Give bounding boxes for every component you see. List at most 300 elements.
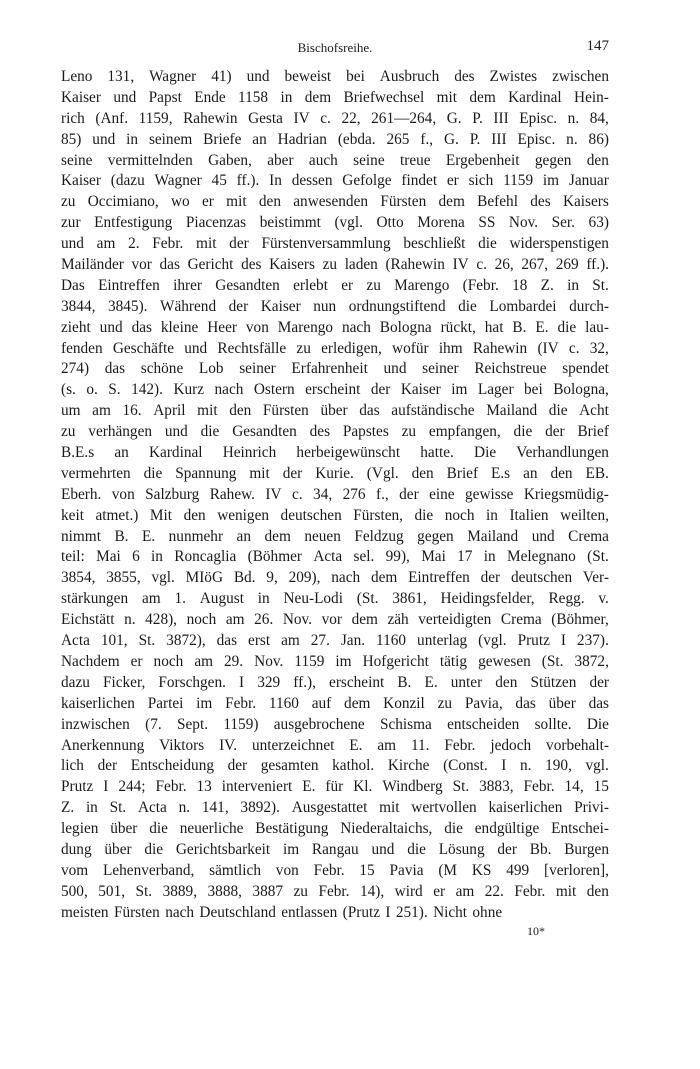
word: das bbox=[359, 402, 380, 420]
word: nach bbox=[214, 381, 244, 399]
word: Fürstenversammlung bbox=[261, 235, 391, 253]
word: Crema bbox=[500, 611, 542, 629]
word: der bbox=[497, 840, 517, 858]
word: Papstes bbox=[342, 423, 389, 441]
word: seinem bbox=[148, 130, 193, 148]
word: mit bbox=[197, 402, 218, 420]
word: meisten bbox=[61, 903, 109, 921]
word: verteidigten bbox=[418, 611, 492, 629]
word: I bbox=[560, 632, 566, 650]
word: den bbox=[258, 193, 281, 211]
text-line bbox=[61, 840, 609, 861]
word: am bbox=[141, 590, 161, 608]
word: 1160 bbox=[268, 694, 299, 712]
word: der bbox=[228, 297, 249, 315]
word: in bbox=[280, 88, 293, 106]
word: Gefolge bbox=[342, 172, 392, 190]
word: (IV bbox=[537, 339, 559, 357]
word: am bbox=[377, 736, 397, 754]
word: an bbox=[252, 130, 267, 148]
word: beistimmt bbox=[259, 214, 321, 232]
word: 1159 bbox=[294, 652, 325, 670]
word: vgl. bbox=[151, 569, 175, 587]
word: Prutz bbox=[517, 632, 550, 650]
word: 14, bbox=[564, 778, 584, 796]
word: eine bbox=[429, 485, 455, 503]
word: mit bbox=[555, 882, 577, 900]
text-line bbox=[61, 485, 609, 506]
word: Fürsten bbox=[262, 402, 309, 420]
page-number: 147 bbox=[586, 38, 609, 54]
word: Neu-Lodi bbox=[283, 590, 343, 608]
word: in bbox=[257, 590, 270, 608]
word: zieht bbox=[61, 318, 91, 336]
word: Febr. bbox=[444, 736, 476, 754]
text-line bbox=[61, 380, 609, 401]
word: über bbox=[110, 820, 138, 838]
word: Mit bbox=[149, 506, 173, 524]
word: mit bbox=[379, 799, 400, 817]
word: schöne bbox=[140, 360, 184, 378]
text-line bbox=[61, 109, 609, 130]
word: 1159) bbox=[223, 715, 259, 733]
word: 500, bbox=[61, 882, 88, 900]
body-text bbox=[61, 67, 609, 924]
word: lich bbox=[61, 757, 84, 775]
text-line bbox=[61, 798, 609, 819]
text-line bbox=[61, 568, 609, 589]
word: f., bbox=[375, 485, 389, 503]
word: Jan. bbox=[340, 632, 366, 650]
word: Befehl bbox=[477, 193, 518, 211]
word: Rechtsfälle bbox=[217, 339, 287, 357]
word: seiner bbox=[239, 360, 276, 378]
word: das bbox=[588, 694, 609, 712]
word: 26, bbox=[494, 256, 514, 274]
word: c. bbox=[568, 339, 580, 357]
word: ohne bbox=[472, 903, 503, 921]
word: der bbox=[480, 569, 501, 587]
word: I bbox=[239, 673, 245, 691]
text-line bbox=[61, 171, 609, 192]
word: zäh bbox=[387, 611, 409, 629]
word: nach bbox=[341, 318, 371, 336]
word: die bbox=[200, 423, 220, 441]
text-line bbox=[61, 610, 609, 631]
text-line bbox=[61, 652, 609, 673]
word: durch- bbox=[569, 297, 609, 315]
word: die bbox=[444, 820, 463, 838]
word: Febr. bbox=[523, 778, 555, 796]
word: seine bbox=[353, 151, 385, 169]
word: Marengo bbox=[394, 276, 450, 294]
word: Occimiano, bbox=[87, 193, 159, 211]
word: die bbox=[478, 235, 497, 253]
word: am bbox=[455, 882, 475, 900]
word: 15 bbox=[359, 861, 375, 879]
word: auch bbox=[308, 151, 338, 169]
word: Ausgestattet bbox=[291, 799, 368, 817]
word: Gericht bbox=[187, 256, 234, 274]
word: 1159 bbox=[503, 172, 534, 190]
word: noch bbox=[186, 611, 217, 629]
text-line bbox=[61, 861, 609, 882]
word: ihm bbox=[438, 339, 463, 357]
word: er bbox=[201, 193, 214, 211]
word: P. bbox=[472, 109, 483, 127]
word: 428), bbox=[145, 611, 178, 629]
word: Entscheidung bbox=[130, 757, 214, 775]
word: 27. bbox=[310, 632, 330, 650]
word: fenden bbox=[61, 339, 103, 357]
word: (Rahewin bbox=[385, 256, 445, 274]
word: Viktors bbox=[159, 736, 205, 754]
word: in bbox=[126, 130, 139, 148]
word: 18 bbox=[512, 276, 528, 294]
word: Salzburg bbox=[145, 485, 200, 503]
word: April bbox=[153, 402, 186, 420]
word: Entfestigung bbox=[94, 214, 173, 232]
word: kaiserlichen bbox=[488, 799, 563, 817]
book-page bbox=[61, 36, 609, 944]
word: wertvollen bbox=[411, 799, 477, 817]
page-header bbox=[61, 36, 609, 60]
word: n. bbox=[178, 799, 191, 817]
word: Fürsten bbox=[380, 193, 427, 211]
word: 499 bbox=[506, 861, 530, 879]
word: Partei bbox=[147, 694, 184, 712]
word: E. bbox=[141, 527, 156, 545]
word: (Prutz bbox=[342, 903, 381, 921]
text-line bbox=[61, 631, 609, 652]
word: Mai bbox=[96, 548, 121, 566]
word: Windberg bbox=[382, 778, 443, 796]
word: dem bbox=[344, 694, 371, 712]
word: Brief bbox=[577, 423, 609, 441]
word: legien bbox=[61, 820, 99, 838]
word: Wagner bbox=[154, 172, 202, 190]
word: (St. bbox=[356, 590, 379, 608]
word: und bbox=[531, 527, 555, 545]
word: seiner bbox=[422, 360, 459, 378]
word: die bbox=[458, 297, 477, 315]
word: zur bbox=[61, 214, 81, 232]
word: Heidingsfelder, bbox=[440, 590, 535, 608]
word: Regg. bbox=[548, 590, 585, 608]
word: Privi- bbox=[574, 799, 609, 817]
word: vor bbox=[321, 611, 342, 629]
word: beweist bbox=[284, 68, 332, 85]
word: Heinrich bbox=[222, 444, 277, 462]
word: 244; bbox=[118, 778, 146, 796]
word: St. bbox=[138, 632, 156, 650]
word: G. bbox=[443, 130, 459, 148]
text-line bbox=[61, 213, 609, 234]
word: interveniert bbox=[221, 778, 293, 796]
word: Acta bbox=[137, 799, 167, 817]
word: der bbox=[370, 381, 391, 399]
word: (Böhmer, bbox=[551, 611, 609, 629]
word: Bd. bbox=[233, 569, 256, 587]
word: Gesandten bbox=[215, 276, 280, 294]
word: Rangau bbox=[311, 840, 359, 858]
word: Nicht bbox=[433, 903, 468, 921]
word: das bbox=[216, 632, 238, 650]
word: Kl. bbox=[353, 778, 373, 796]
word: Kurz bbox=[173, 381, 205, 399]
word: P. bbox=[469, 130, 481, 148]
word: dem bbox=[351, 611, 378, 629]
word: Kirche bbox=[387, 757, 430, 775]
word: für bbox=[325, 778, 344, 796]
word: 261—264, bbox=[371, 109, 437, 127]
word: der bbox=[399, 485, 419, 503]
word: IV bbox=[293, 109, 310, 127]
word: MIöG bbox=[185, 569, 224, 587]
text-line bbox=[61, 443, 609, 464]
word: Kriegsmüdig- bbox=[523, 485, 609, 503]
word: nun bbox=[313, 297, 337, 315]
word: Burgen bbox=[564, 840, 609, 858]
word: Gerichtsbarkeit bbox=[175, 840, 271, 858]
word: St. bbox=[109, 799, 127, 817]
word: Mailänder bbox=[61, 256, 124, 274]
text-line bbox=[61, 151, 609, 172]
word: der bbox=[97, 757, 118, 775]
word: der bbox=[282, 464, 303, 482]
text-line bbox=[61, 422, 609, 443]
word: n. bbox=[566, 130, 578, 148]
word: (vgl. bbox=[334, 214, 363, 232]
word: Ver- bbox=[582, 569, 609, 587]
word: erlebt bbox=[293, 276, 328, 294]
word: das bbox=[515, 694, 536, 712]
word: III bbox=[491, 130, 507, 148]
word: Mailand bbox=[486, 402, 538, 420]
word: und bbox=[61, 235, 84, 253]
word: 3855, bbox=[106, 569, 141, 587]
word: vor bbox=[131, 256, 152, 274]
word: sämtlich bbox=[209, 861, 261, 879]
signature-row bbox=[61, 924, 609, 944]
word: Kaiser bbox=[61, 172, 101, 190]
word: neuen bbox=[304, 527, 341, 545]
word: v. bbox=[598, 590, 609, 608]
word: zu bbox=[293, 882, 308, 900]
word: Mailand bbox=[467, 527, 519, 545]
word: und bbox=[371, 840, 395, 858]
word: das bbox=[159, 256, 180, 274]
word: Z. bbox=[540, 276, 554, 294]
word: im bbox=[196, 694, 213, 712]
word: vermittelnden bbox=[107, 151, 193, 169]
word: 3844, bbox=[61, 297, 96, 315]
word: Briefwechsel bbox=[343, 88, 425, 106]
word: 3883, bbox=[479, 778, 514, 796]
word: 3872, bbox=[574, 652, 609, 670]
word: Nov. bbox=[508, 214, 539, 232]
word: c. bbox=[476, 256, 487, 274]
word: atmet.) bbox=[95, 506, 139, 524]
word: B. bbox=[512, 318, 527, 336]
word: dem bbox=[264, 527, 291, 545]
word: der bbox=[229, 235, 249, 253]
word: im bbox=[542, 172, 560, 190]
word: (Const. bbox=[443, 757, 488, 775]
word: von bbox=[275, 861, 299, 879]
word: entlassen bbox=[281, 903, 338, 921]
word: 86) bbox=[588, 130, 609, 148]
word: (Febr. bbox=[462, 276, 499, 294]
word: 13 bbox=[196, 778, 212, 796]
word: n. bbox=[124, 611, 136, 629]
word: die bbox=[143, 464, 163, 482]
word: Hadrian bbox=[277, 130, 327, 148]
word: vermehrten bbox=[61, 464, 131, 482]
word: mit bbox=[249, 464, 270, 482]
text-line bbox=[61, 88, 609, 109]
word: Gesandten bbox=[232, 423, 297, 441]
word: wird bbox=[394, 882, 423, 900]
text-line bbox=[61, 547, 609, 568]
word: und bbox=[383, 360, 407, 378]
word: Die bbox=[474, 444, 497, 462]
word: 29. bbox=[224, 652, 244, 670]
word: treue bbox=[399, 151, 431, 169]
word: 1159, bbox=[138, 109, 173, 127]
word: Bologna bbox=[379, 318, 432, 336]
word: zu bbox=[366, 276, 381, 294]
word: Lehenverband, bbox=[103, 861, 195, 879]
word: Kardinal bbox=[508, 88, 562, 106]
word: kathol. bbox=[332, 757, 375, 775]
word: und bbox=[246, 68, 270, 85]
word: ordnungstiftend bbox=[348, 297, 446, 315]
word: über bbox=[104, 840, 132, 858]
word: der bbox=[589, 673, 609, 691]
word: und bbox=[92, 130, 116, 148]
word: 3888, bbox=[207, 882, 242, 900]
word: (M bbox=[438, 861, 458, 879]
word: 6 bbox=[132, 548, 140, 566]
text-line bbox=[61, 359, 609, 380]
word: ausgebrochene bbox=[273, 715, 365, 733]
word: sel. bbox=[353, 548, 375, 566]
word: (ebda. bbox=[337, 130, 376, 148]
word: (Vgl. bbox=[366, 464, 399, 482]
word: ff.). bbox=[586, 256, 609, 274]
word: 22. bbox=[484, 882, 504, 900]
text-line bbox=[61, 694, 609, 715]
word: Crema bbox=[568, 527, 609, 545]
word: um bbox=[61, 402, 81, 420]
word: 84, bbox=[589, 109, 609, 127]
word: teil: bbox=[61, 548, 85, 566]
word: an bbox=[523, 464, 538, 482]
word: die bbox=[557, 318, 577, 336]
word: Roncaglia bbox=[174, 548, 237, 566]
text-line bbox=[61, 903, 609, 924]
word: I bbox=[385, 903, 391, 921]
word: Ende bbox=[194, 88, 226, 106]
word: Fürsten, bbox=[353, 506, 403, 524]
word: EB. bbox=[585, 464, 609, 482]
word: mit bbox=[226, 193, 247, 211]
word: dem bbox=[469, 88, 496, 106]
word: Acht bbox=[579, 402, 609, 420]
text-line bbox=[61, 234, 609, 255]
word: dazu bbox=[61, 673, 90, 691]
word: mit bbox=[436, 88, 457, 106]
word: den bbox=[586, 882, 609, 900]
word: Gaben, bbox=[208, 151, 252, 169]
word: Nov. bbox=[282, 611, 313, 629]
word: c. bbox=[292, 485, 303, 503]
word: Rahewin bbox=[472, 339, 528, 357]
text-line bbox=[61, 756, 609, 777]
word: und bbox=[113, 88, 137, 106]
word: 3872), bbox=[166, 632, 206, 650]
word: beschließt bbox=[403, 235, 466, 253]
word: das bbox=[131, 318, 152, 336]
signature-mark: 10* bbox=[527, 923, 545, 938]
word: am bbox=[225, 611, 245, 629]
word: (vgl. bbox=[478, 632, 507, 650]
word: 274) bbox=[61, 360, 90, 378]
word: Marengo bbox=[277, 318, 334, 336]
word: erscheint bbox=[305, 381, 361, 399]
word: Febr. bbox=[155, 778, 187, 796]
text-line bbox=[61, 401, 609, 422]
word: dessen bbox=[291, 172, 333, 190]
word: lau- bbox=[585, 318, 609, 336]
word: Leno bbox=[61, 68, 93, 85]
word: Hein- bbox=[574, 88, 609, 106]
word: 276 bbox=[342, 485, 366, 503]
text-line bbox=[61, 276, 609, 297]
word: unterlag bbox=[417, 632, 468, 650]
word: Otto bbox=[376, 214, 404, 232]
word: stärkungen bbox=[61, 590, 129, 608]
word: Bologna, bbox=[553, 381, 609, 399]
word: G. bbox=[446, 109, 462, 127]
word: 22, bbox=[341, 109, 361, 127]
word: wofür bbox=[392, 339, 429, 357]
word: Spannung bbox=[175, 464, 237, 482]
word: Morena bbox=[417, 214, 465, 232]
word: Piacenzas bbox=[185, 214, 247, 232]
word: Febr. bbox=[318, 882, 350, 900]
word: Konzil bbox=[383, 694, 425, 712]
word: in bbox=[486, 506, 498, 524]
word: 99), bbox=[385, 548, 410, 566]
word: Zwistes bbox=[489, 68, 538, 85]
text-line bbox=[61, 819, 609, 840]
word: vgl. bbox=[585, 757, 609, 775]
word: zu bbox=[296, 339, 311, 357]
word: E. bbox=[302, 778, 316, 796]
word: sollte. bbox=[534, 715, 572, 733]
word: B.E.s bbox=[61, 444, 95, 462]
word: 34, bbox=[313, 485, 333, 503]
word: den bbox=[183, 506, 206, 524]
word: auf bbox=[311, 694, 332, 712]
text-line bbox=[61, 464, 609, 485]
word: zu bbox=[437, 694, 453, 712]
word: widerspenstigen bbox=[509, 235, 609, 253]
word: Kaisers bbox=[269, 256, 315, 274]
word: in bbox=[483, 548, 496, 566]
